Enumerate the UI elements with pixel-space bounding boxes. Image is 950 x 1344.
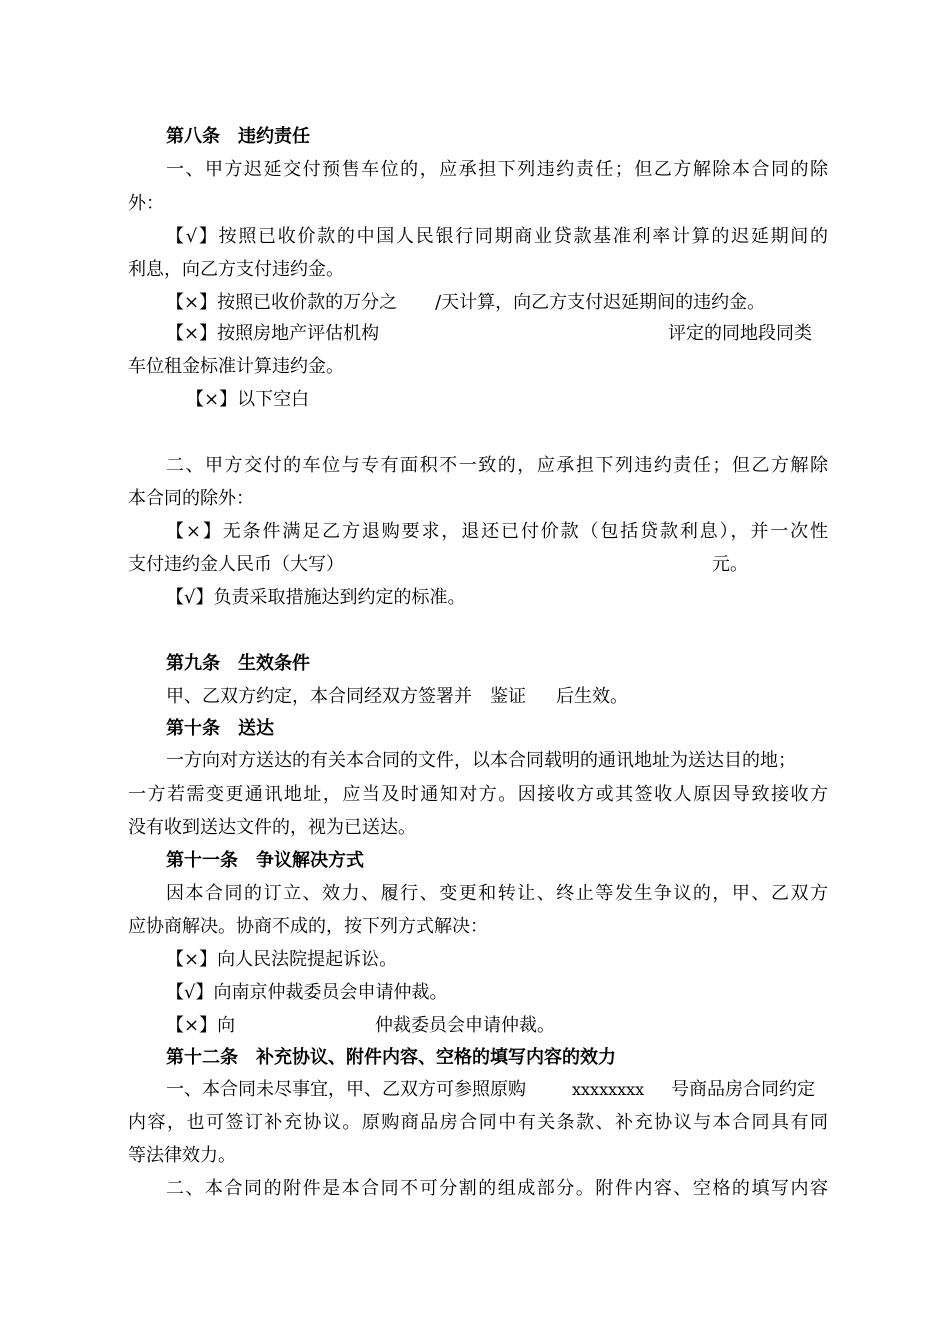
option-line: 【√】向南京仲裁委员会申请仲裁。 — [166, 982, 448, 1003]
option-line — [166, 291, 828, 315]
paragraph-line: 利息，向乙方支付违约金。 — [128, 259, 344, 280]
paragraph-text: 后生效。 — [556, 686, 628, 707]
paragraph-line: 本合同的除外： — [128, 488, 254, 509]
paragraph-line: 一方向对方送达的有关本合同的文件，以本合同载明的通讯地址为送达目的地； — [166, 750, 796, 771]
article-10-title: 第十条 送达 — [166, 718, 274, 739]
option-line — [166, 322, 828, 346]
article-9-title: 第九条 生效条件 — [166, 653, 310, 674]
option-line: 【×】以下空白 — [186, 389, 310, 410]
paragraph-text: 号商品房合同约定 — [671, 1079, 815, 1100]
option-text: 仲裁委员会申请仲裁。 — [375, 1015, 555, 1036]
paragraph-line: 等法律效力。 — [128, 1145, 236, 1166]
option-text: 支付违约金人民币（大写） — [128, 554, 344, 575]
option-text: 【×】按照房地产评估机构 — [166, 323, 380, 344]
paragraph-text: 一、本合同未尽事宜，甲、乙双方可参照原购 — [166, 1079, 526, 1100]
paragraph-text: 甲、乙双方约定，本合同经双方签署并 — [166, 686, 472, 707]
paragraph-line — [128, 553, 828, 577]
paragraph-line — [166, 1078, 828, 1102]
option-line: 【√】按照已收价款的中国人民银行同期商业贷款基准利率计算的迟延期间的 — [166, 226, 828, 247]
paragraph-line — [166, 685, 828, 709]
paragraph-line: 外： — [128, 193, 164, 214]
paragraph-line: 车位租金标准计算违约金。 — [128, 356, 344, 377]
article-11-title: 第十一条 争议解决方式 — [166, 850, 364, 871]
paragraph-line: 内容，也可签订补充协议。原购商品房合同中有关条款、补充协议与本合同具有同 — [128, 1112, 828, 1133]
option-line: 【×】无条件满足乙方退购要求，退还已付价款（包括贷款利息），并一次性 — [166, 521, 828, 542]
paragraph-line: 应协商解决。协商不成的，按下列方式解决： — [128, 916, 488, 937]
filled-field: xxxxxxxx — [572, 1080, 645, 1099]
paragraph-line: 没有收到送达文件的，视为已送达。 — [128, 817, 416, 838]
option-text: /天计算，向乙方支付迟延期间的违约金。 — [435, 292, 766, 313]
article-12-title: 第十二条 补充协议、附件内容、空格的填写内容的效力 — [166, 1047, 616, 1068]
option-text: 评定的同地段同类 — [668, 323, 812, 344]
paragraph-line: 因本合同的订立、效力、履行、变更和转让、终止等发生争议的，甲、乙双方 — [166, 883, 828, 904]
option-text: 元。 — [712, 554, 748, 575]
filled-field: 鉴证 — [490, 686, 526, 707]
article-8-title: 第八条 违约责任 — [166, 126, 310, 147]
option-line: 【×】向人民法院提起诉讼。 — [166, 949, 398, 970]
option-text: 【×】按照已收价款的万分之 — [166, 292, 398, 313]
paragraph-line: 一方若需变更通讯地址，应当及时通知对方。因接收方或其签收人原因导致接收方 — [128, 784, 828, 805]
option-line — [166, 1014, 828, 1038]
paragraph-line: 二、甲方交付的车位与专有面积不一致的，应承担下列违约责任；但乙方解除 — [166, 455, 828, 476]
option-line: 【√】负责采取措施达到约定的标准。 — [166, 587, 466, 608]
paragraph-line: 二、本合同的附件是本合同不可分割的组成部分。附件内容、空格的填写内容 — [166, 1178, 828, 1199]
option-text: 【×】向 — [166, 1015, 236, 1036]
paragraph-line: 一、甲方迟延交付预售车位的，应承担下列违约责任；但乙方解除本合同的除 — [166, 159, 828, 180]
